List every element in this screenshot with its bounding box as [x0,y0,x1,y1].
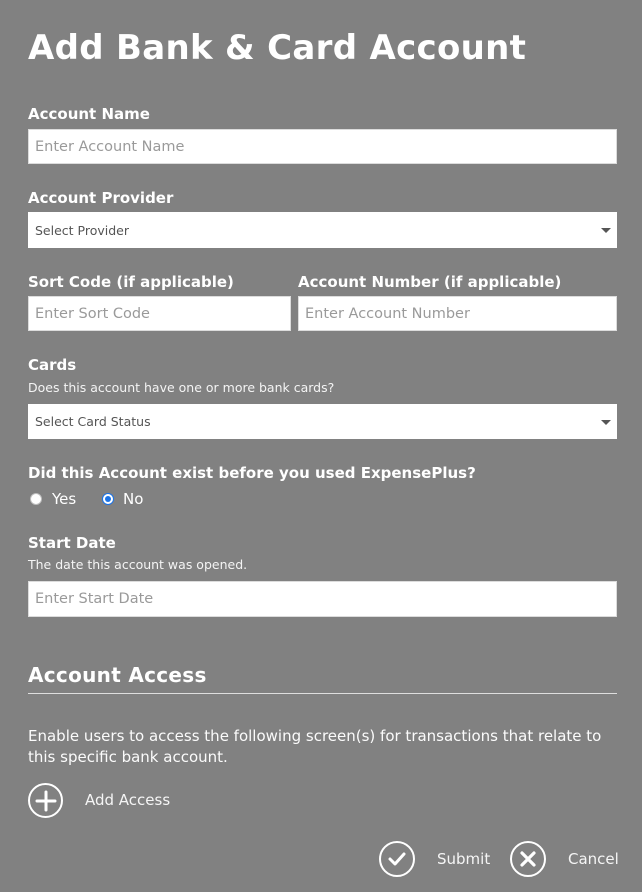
radio-no[interactable] [102,493,114,505]
account-provider-label: Account Provider [28,189,174,207]
cards-label: Cards [28,356,77,374]
account-access-title: Account Access [28,663,207,687]
submit-button[interactable] [379,841,494,878]
cancel-button[interactable] [510,841,620,878]
account-name-input[interactable] [28,129,617,164]
account-number-label: Account Number (if applicable) [298,273,562,291]
submit-label: Submit [437,850,491,868]
add-access-button[interactable] [28,783,188,819]
start-date-input[interactable] [28,581,617,617]
radio-no-label[interactable]: No [123,490,144,508]
account-access-description: Enable users to access the following screen(s) for transactions that relate to this specific bank account. [28,727,602,766]
sort-code-input[interactable] [28,296,291,331]
account-number-input[interactable] [298,296,617,331]
page-title: Add Bank & Card Account [28,28,527,68]
account-name-label: Account Name [28,105,150,123]
start-date-hint: The date this account was opened. [28,557,248,572]
start-date-label: Start Date [28,534,116,552]
account-provider-select[interactable] [28,212,617,248]
cancel-label: Cancel [568,850,619,868]
sort-code-label: Sort Code (if applicable) [28,273,234,291]
x-circle-icon [510,841,546,877]
plus-circle-icon [28,783,63,818]
add-access-label: Add Access [85,791,171,809]
section-divider [28,693,617,694]
caret-down-icon [601,420,611,425]
card-status-select[interactable] [28,404,617,439]
cards-hint: Does this account have one or more bank cards? [28,380,335,395]
radio-yes[interactable] [30,493,42,505]
existed-before-label: Did this Account exist before you used ExpensePlus? [28,464,476,482]
radio-yes-label[interactable]: Yes [52,490,77,508]
existed-before-radio-group [28,488,228,510]
caret-down-icon [601,228,611,233]
card-status-value: Select Card Status [35,414,151,429]
check-circle-icon [379,841,415,877]
account-provider-value: Select Provider [35,222,130,238]
